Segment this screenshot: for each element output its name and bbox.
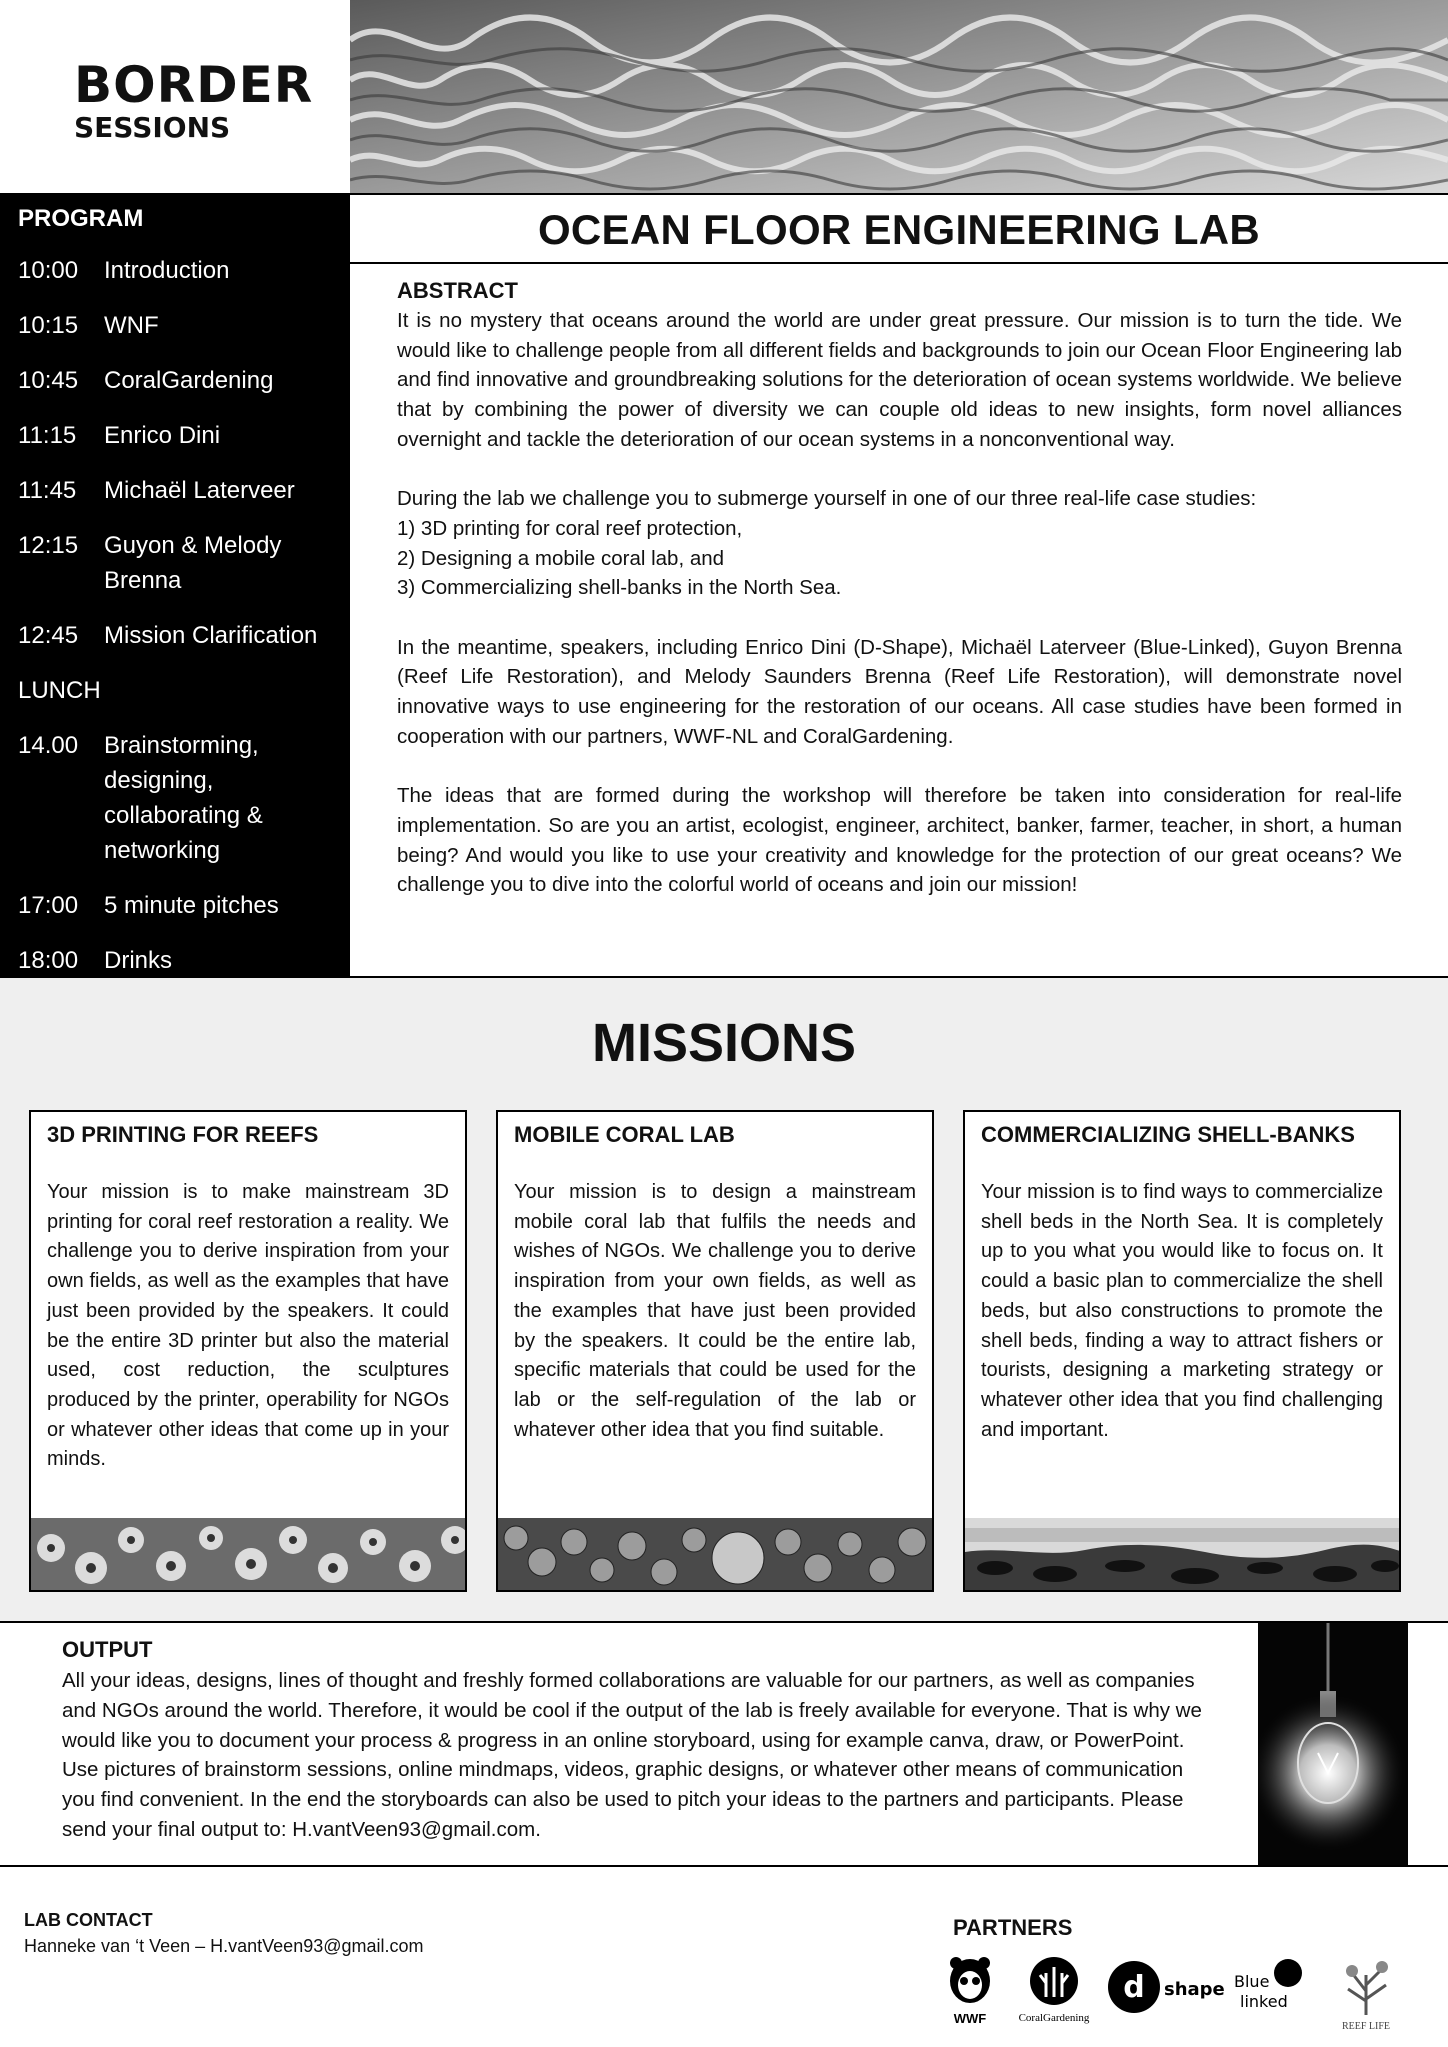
- missions-section: [0, 976, 1448, 1623]
- contact-heading: LAB CONTACT: [24, 1910, 153, 1930]
- program-item: [18, 418, 332, 453]
- mission-title: MOBILE CORAL LAB: [514, 1122, 735, 1147]
- coralgardening-label: CoralGardening: [1018, 2012, 1090, 2024]
- coral-texture-image: [31, 1518, 465, 1590]
- program-item: [18, 363, 332, 398]
- program-time: 11:15: [18, 422, 77, 449]
- program-item-lunch: [18, 673, 332, 708]
- program-name: Michaël Laterveer: [104, 477, 295, 504]
- partner-logos: [946, 1955, 1426, 2035]
- mission-card-3d-printing: [29, 1110, 467, 1592]
- case-2: 2) Designing a mobile coral lab, and: [397, 546, 725, 570]
- mission-body: Your mission is to design a mainstream mobile coral lab that fulfils the needs and wishes of NGOs. We challenge you to derive inspiration from your own fields, as well as the examples that have just been provided by the speakers. It could be the entire lab, specific materials that could be used for the lab or the self-regulation of the lab or whatever other idea that you find suitable.: [514, 1181, 916, 1441]
- lightbulb-image: [1258, 1623, 1408, 1865]
- output-heading: OUTPUT: [62, 1637, 153, 1662]
- output-section: [0, 1623, 1448, 1867]
- brand-line1: BORDER: [74, 56, 314, 114]
- bluelinked-label-2: linked: [1240, 1992, 1288, 2011]
- abstract-heading: ABSTRACT: [397, 278, 518, 303]
- program-sidebar: [0, 193, 350, 978]
- program-item: [18, 528, 332, 598]
- reeflife-label: REEF LIFE: [1341, 2021, 1391, 2032]
- program-name: CoralGardening: [104, 367, 274, 394]
- program-name: LUNCH: [18, 677, 101, 704]
- shoreline-image: [965, 1518, 1399, 1590]
- program-time: 12:15: [18, 532, 79, 559]
- program-title: PROGRAM: [18, 205, 144, 232]
- mission-body: Your mission is to find ways to commercialize shell beds in the North Sea. It is completely up to you what you would like to focus on. It could a basic plan to commercialize the shell beds, but also constructions to promote the shell beds, finding a way to attract fishers or tourists, designing a marketing strategy or whatever other idea that you find challenging and important.: [981, 1181, 1383, 1441]
- program-name: 5 minute pitches: [104, 892, 279, 919]
- program-time: 11:45: [18, 477, 77, 504]
- abstract-paragraph-4: The ideas that are formed during the workshop will therefore be taken into consideration for real-life implementation. So are you an artist, ecologist, engineer, architect, banker, farmer, teacher, in short, a human being? And would you like to use your creativity and knowledge for the protection of our great oceans? We challenge you to dive into the colorful world of oceans and join our mission!: [397, 784, 1402, 897]
- coralgardening-logo: [1006, 1955, 1102, 2027]
- case-intro: During the lab we challenge you to submerge yourself in one of our three real-life case studies:: [397, 487, 1257, 511]
- program-name: Guyon & Melody Brenna: [104, 532, 282, 594]
- mission-title: 3D PRINTING FOR REEFS: [47, 1122, 319, 1147]
- program-time: 18:00: [18, 947, 79, 974]
- dshape-mark: d: [1123, 1970, 1145, 2005]
- mission-title: COMMERCIALIZING SHELL-BANKS: [981, 1122, 1355, 1147]
- abstract-section: [397, 276, 1402, 930]
- program-time: 10:45: [18, 367, 79, 394]
- program-item: [18, 943, 332, 978]
- partners-heading: PARTNERS: [953, 1915, 1073, 1940]
- abstract-paragraph-3: In the meantime, speakers, including Enrico Dini (D-Shape), Michaël Laterveer (Blue-Linked), Guyon Brenna (Reef Life Restoration), and Melody Saunders Brenna (Reef Life Restoration), will demonstrate novel innovative ways to use engineering for the restoration of our oceans. All case studies have been formed in cooperation with our partners, WWF-NL and CoralGardening.: [397, 635, 1402, 748]
- contact-text: Hanneke van ‘t Veen – H.vantVeen93@gmail.com: [24, 1936, 424, 1956]
- brand-logo: [0, 0, 350, 193]
- program-name: Introduction: [104, 257, 230, 284]
- program-time: 10:15: [18, 312, 79, 339]
- abstract-case-studies: [397, 484, 1402, 603]
- program-time: 10:00: [18, 257, 79, 284]
- program-item: [18, 618, 332, 653]
- output-body: All your ideas, designs, lines of thought and freshly formed collaborations are valuable for our partners, as well as companies and NGOs around the world. Therefore, it would be cool if the output of the lab is freely available for everyone. That is why we would like you to document your process & progress in an online storyboard, using for example canva, draw, or PowerPoint. Use pictures of brainstorm sessions, online mindmaps, videos, graphic designs, or whatever other means of communication you find convenient. In the end the storyboards can also be used to pitch your ideas to the partners and participants. Please send your final output to: H.vantVeen93@gmail.com.: [62, 1669, 1202, 1841]
- program-name: Drinks: [104, 947, 173, 974]
- program-name: WNF: [104, 312, 159, 339]
- program-time: 12:45: [18, 622, 79, 649]
- program-item: [18, 253, 332, 288]
- bluelinked-label-1: Blue: [1234, 1972, 1270, 1991]
- page-title: OCEAN FLOOR ENGINEERING LAB: [350, 193, 1448, 264]
- mission-body: Your mission is to make mainstream 3D printing for coral reef restoration a reality. We challenge you to derive inspiration from your own fields, as well as the examples that have just been provided by the speakers. It could be the entire 3D printer but also the material used, cost reduction, the sculptures produced by the printer, operability for NGOs or whatever other ideas that come up in your minds.: [47, 1181, 449, 1471]
- reeflife-logo: [1328, 1955, 1404, 2033]
- program-item: [18, 308, 332, 343]
- coral-bubbles-image: [498, 1518, 932, 1590]
- program-name: Enrico Dini: [104, 422, 221, 449]
- missions-heading: MISSIONS: [591, 1013, 857, 1073]
- program-name: Brainstorming, designing, collaborating & networking: [104, 732, 263, 864]
- mission-card-mobile-coral-lab: [496, 1110, 934, 1592]
- program-item: [18, 728, 332, 868]
- hero-coral-image: [350, 0, 1448, 193]
- dshape-logo: [1106, 1955, 1226, 2027]
- case-1: 1) 3D printing for coral reef protection,: [397, 516, 743, 540]
- case-3: 3) Commercializing shell-banks in the North Sea.: [397, 576, 842, 600]
- program-time: 17:00: [18, 892, 79, 919]
- wwf-logo: [946, 1955, 994, 2027]
- wwf-label: WWF: [953, 2011, 987, 2026]
- program-name: Mission Clarification: [104, 622, 318, 649]
- brand-line2: SESSIONS: [74, 111, 231, 144]
- bluelinked-logo: [1230, 1955, 1310, 2027]
- program-item: [18, 473, 332, 508]
- dshape-label: shape: [1164, 1979, 1225, 2000]
- program-time: 14.00: [18, 732, 79, 759]
- mission-card-shell-banks: [963, 1110, 1401, 1592]
- abstract-paragraph-1: It is no mystery that oceans around the world are under great pressure. Our mission is to turn the tide. We would like to challenge people from all different fields and backgrounds to join our Ocean Floor Engineering lab and find innovative and groundbreaking solutions for the deterioration of ocean systems worldwide. We believe that by combining the power of diversity we can couple old ideas to new insights, form novel alliances overnight and tackle the deterioration of our ocean systems in a nonconventional way.: [397, 309, 1402, 451]
- program-item: [18, 888, 332, 923]
